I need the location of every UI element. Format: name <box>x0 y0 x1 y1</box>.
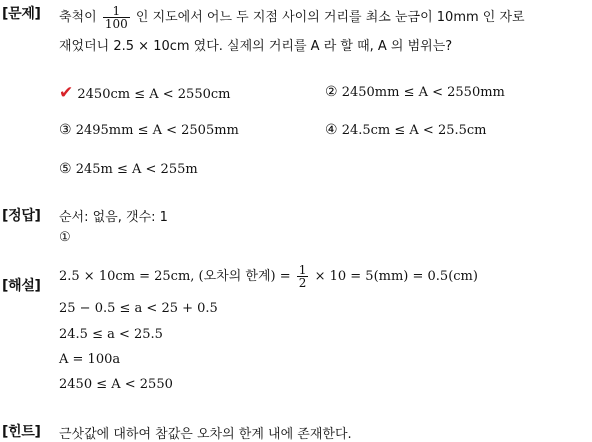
problem-line-2: 재었더니 2.5 × 10cm 였다. 실제의 거리를 A 라 할 때, A 의 범위는? <box>59 39 453 54</box>
hint-tag: [힌트] <box>2 424 41 440</box>
explanation-line-4: A = 100a <box>59 352 121 367</box>
option-1[interactable] <box>59 83 230 103</box>
option-3-text: 2495mm ≤ A < 2505mm <box>75 123 239 138</box>
problem-line-1-after: 인 지도에서 어느 두 지점 사이의 거리를 최소 눈금이 10mm 인 자로 <box>135 10 525 25</box>
option-3-number: ③ <box>59 122 72 138</box>
explanation-line-5: 2450 ≤ A < 2550 <box>59 377 173 392</box>
answer-line-1: 순서: 없음, 갯수: 1 <box>59 210 168 225</box>
error-fraction <box>297 264 309 289</box>
option-2[interactable] <box>325 84 505 100</box>
explanation-tag: [해설] <box>2 278 41 294</box>
scale-fraction-denominator: 100 <box>104 17 128 31</box>
explanation-line-1-after: × 10 = 5(mm) = 0.5(cm) <box>314 269 478 284</box>
option-5-text: 245m ≤ A < 255m <box>75 162 198 177</box>
problem-line-1 <box>59 5 525 30</box>
option-5[interactable] <box>59 161 198 177</box>
option-2-text: 2450mm ≤ A < 2550mm <box>341 85 505 100</box>
hint-text: 근삿값에 대하여 참값은 오차의 한계 내에 존재한다. <box>59 427 352 442</box>
option-3[interactable] <box>59 122 239 138</box>
option-5-number: ⑤ <box>59 161 72 177</box>
problem-tag: [문제] <box>2 6 41 22</box>
option-1-text: 2450cm ≤ A < 2550cm <box>77 87 231 102</box>
answer-tag: [정답] <box>2 208 41 224</box>
explanation-line-1-before: 2.5 × 10cm = 25cm, (오차의 한계) = <box>59 269 291 284</box>
scale-fraction <box>103 5 130 30</box>
problem-line-1-before: 축척이 <box>59 10 97 25</box>
option-2-number: ② <box>325 84 338 100</box>
option-4-text: 24.5cm ≤ A < 25.5cm <box>341 123 487 138</box>
scale-fraction-numerator: 1 <box>103 5 130 18</box>
option-4-number: ④ <box>325 122 338 138</box>
error-fraction-denominator: 2 <box>298 276 307 290</box>
error-fraction-numerator: 1 <box>298 263 307 277</box>
explanation-line-2: 25 − 0.5 ≤ a < 25 + 0.5 <box>59 301 218 316</box>
answer-line-2: ① <box>59 230 71 245</box>
explanation-line-1 <box>59 264 478 289</box>
check-icon: ✔ <box>59 83 74 103</box>
option-4[interactable] <box>325 122 487 138</box>
explanation-line-3: 24.5 ≤ a < 25.5 <box>59 327 163 342</box>
